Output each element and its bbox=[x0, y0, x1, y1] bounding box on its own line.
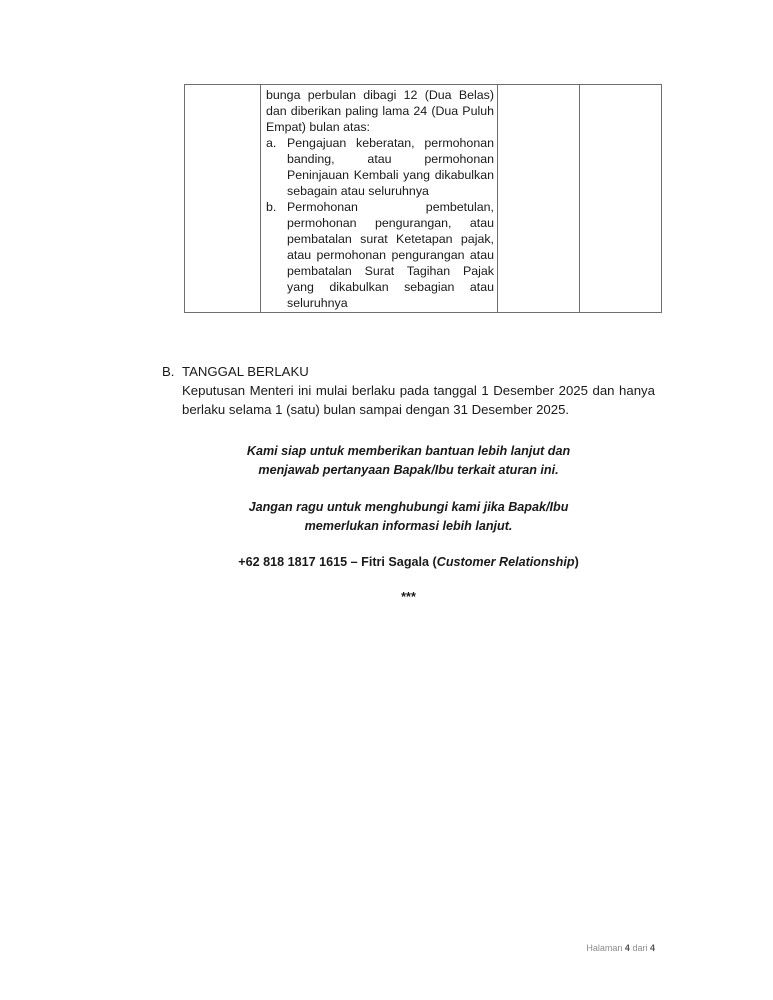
list-item bbox=[266, 199, 494, 311]
cell-item-list bbox=[266, 135, 494, 311]
contact-suffix: ) bbox=[574, 555, 579, 569]
table-row bbox=[185, 85, 662, 313]
list-marker: b. bbox=[266, 200, 277, 214]
section-tanggal-berlaku bbox=[162, 362, 655, 419]
table-cell-content bbox=[261, 85, 498, 313]
contact-line bbox=[162, 553, 655, 572]
page-total: 4 bbox=[649, 943, 655, 953]
section-body: Keputusan Menteri ini mulai berlaku pada tanggal 1 Desember 2025 dan hanya berlaku selama 1 (satu) bulan sampai dengan 31 Desember 2025. bbox=[182, 383, 655, 417]
closing-line: Jangan ragu untuk menghubungi kami jika Bapak/Ibu bbox=[248, 500, 569, 514]
closing-line: memerlukan informasi lebih lanjut. bbox=[304, 519, 513, 533]
closing-line: Kami siap untuk memberikan bantuan lebih lanjut dan bbox=[246, 444, 571, 458]
contact-phone-name: +62 818 1817 1615 – Fitri Sagala ( bbox=[238, 555, 437, 569]
section-letter: B. bbox=[162, 364, 175, 379]
list-marker: a. bbox=[266, 136, 277, 150]
section-title: TANGGAL BERLAKU bbox=[182, 364, 309, 379]
cell-intro-text: bunga perbulan dibagi 12 (Dua Belas) dan diberikan paling lama 24 (Dua Puluh Empat) bulan atas: bbox=[266, 88, 494, 134]
table-cell-empty-3 bbox=[498, 85, 580, 313]
page-label: Halaman bbox=[586, 943, 623, 953]
list-item-text: Pengajuan keberatan, permohonan banding, atau permohonan Peninjauan Kembali yang dikabulkan sebagain atau seluruhnya bbox=[287, 136, 494, 198]
list-item bbox=[266, 135, 494, 199]
page-current: 4 bbox=[624, 943, 630, 953]
closing-paragraph-2 bbox=[162, 498, 655, 536]
separator: *** bbox=[401, 590, 416, 604]
list-item-text: Permohonan pembetulan, permohonan pengurangan, atau pembatalan surat Ketetapan pajak, atau permohonan pengurangan atau pembatalan Surat Tagihan Pajak yang dikabulkan sebagian atau seluruhnya bbox=[287, 200, 494, 310]
page-of: dari bbox=[632, 943, 648, 953]
table-cell-empty-1 bbox=[185, 85, 261, 313]
regulation-table bbox=[184, 84, 662, 313]
table-cell-empty-4 bbox=[580, 85, 662, 313]
section-heading bbox=[162, 362, 655, 381]
contact-role: Customer Relationship bbox=[436, 555, 575, 569]
closing-paragraph-1 bbox=[162, 442, 655, 480]
page-number bbox=[586, 943, 655, 953]
closing-line: menjawab pertanyaan Bapak/Ibu terkait aturan ini. bbox=[258, 463, 559, 477]
